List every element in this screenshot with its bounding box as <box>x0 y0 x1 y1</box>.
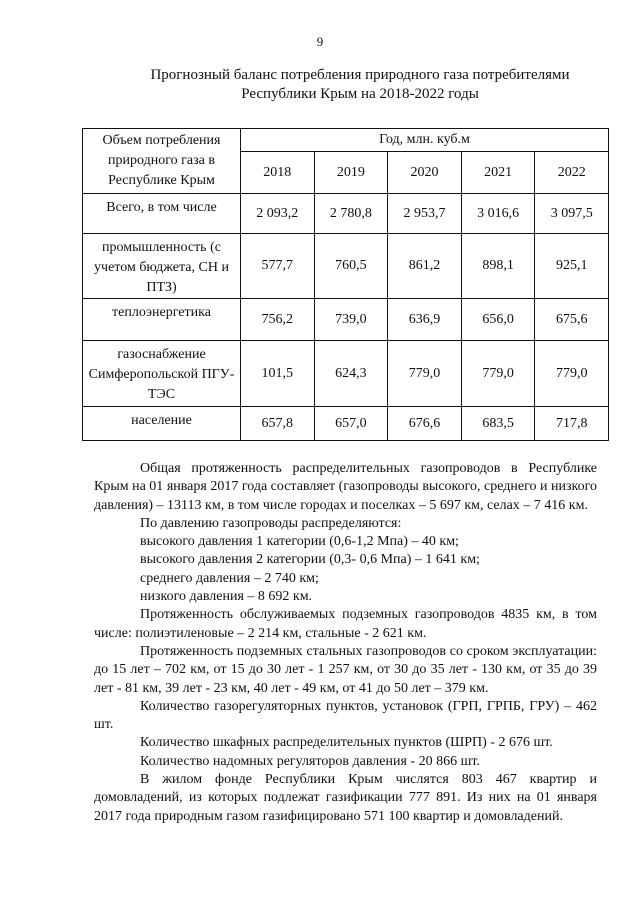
value-cell: 717,8 <box>535 407 609 441</box>
value-cell: 683,5 <box>461 407 535 441</box>
list-item: низкого давления – 8 692 км. <box>140 589 313 605</box>
paragraph-regulator-points: Количество газорегуляторных пунктов, установок (ГРП, ГРПБ, ГРУ) – 462 шт. <box>94 698 597 733</box>
value-cell: 636,9 <box>388 299 462 341</box>
value-cell: 657,0 <box>314 407 388 441</box>
value-cell: 101,5 <box>241 341 315 407</box>
value-cell: 779,0 <box>461 341 535 407</box>
value-cell: 779,0 <box>388 341 462 407</box>
table-row <box>83 234 609 299</box>
row-label: Всего, в том числе <box>83 194 241 234</box>
title-line-1: Прогнозный баланс потребления природного газа потребителями <box>150 67 570 83</box>
year-cell: 2021 <box>461 152 535 194</box>
value-cell: 925,1 <box>535 234 609 299</box>
table-row <box>83 407 609 441</box>
row-label: промышленность (с учетом бюджета, СН и ПТЗ) <box>83 234 241 299</box>
row-label: теплоэнергетика <box>83 299 241 341</box>
value-cell: 2 953,7 <box>388 194 462 234</box>
value-cell: 2 093,2 <box>241 194 315 234</box>
paragraph-home-regulators: Количество надомных регуляторов давления - 20 866 шт. <box>140 753 480 769</box>
value-cell: 577,7 <box>241 234 315 299</box>
row-label: население <box>83 407 241 441</box>
page-number: 9 <box>316 34 324 49</box>
header-group-cell: Год, млн. куб.м <box>241 129 609 152</box>
header-label-cell: Объем потребления природного газа в Республике Крым <box>83 129 241 194</box>
paragraph-cabinet-points: Количество шкафных распределительных пунктов (ШРП) - 2 676 шт. <box>140 735 553 751</box>
value-cell: 656,0 <box>461 299 535 341</box>
year-cell: 2020 <box>388 152 462 194</box>
gas-balance-table <box>82 128 609 441</box>
value-cell: 675,6 <box>535 299 609 341</box>
title-line-2: Республики Крым на 2018-2022 годы <box>241 86 479 102</box>
value-cell: 739,0 <box>314 299 388 341</box>
value-cell: 624,3 <box>314 341 388 407</box>
body-text <box>94 460 597 826</box>
list-item: высокого давления 2 категории (0,3- 0,6 Мпа) – 1 641 км; <box>140 552 480 568</box>
paragraph-housing: В жилом фонде Республики Крым числятся 803 467 квартир и домовладений, из которых подлежат газификации 777 891. Из них на 01 января 2017 года природным газом газифицировано 571 100 квартир и домовладений. <box>94 772 597 824</box>
year-cell: 2022 <box>535 152 609 194</box>
value-cell: 779,0 <box>535 341 609 407</box>
value-cell: 756,2 <box>241 299 315 341</box>
year-cell: 2018 <box>241 152 315 194</box>
paragraph-service-life: Протяженность подземных стальных газопроводов со сроком эксплуатации: до 15 лет – 702 км, от 15 до 30 лет - 1 257 км, от 30 до 35 лет - 130 км, от 35 до 39 лет - 81 км, 39 лет - 23 км, 40 лет - 49 км, от 41 до 50 лет – 379 км. <box>94 643 597 696</box>
row-label: газоснабжение Симферопольской ПГУ-ТЭС <box>83 341 241 407</box>
value-cell: 760,5 <box>314 234 388 299</box>
document-title <box>100 66 620 104</box>
value-cell: 3 016,6 <box>461 194 535 234</box>
value-cell: 898,1 <box>461 234 535 299</box>
value-cell: 3 097,5 <box>535 194 609 234</box>
paragraph-network-length: Общая протяженность распределительных газопроводов в Республике Крым на 01 января 2017 года составляет (газопроводы высокого, среднего и низкого давления) – 13113 км, в том числе городах и поселках – 5 697 км, селах – 7 416 км. <box>94 461 597 513</box>
year-cell: 2019 <box>314 152 388 194</box>
table-row <box>83 299 609 341</box>
table-row <box>83 341 609 407</box>
list-item: высокого давления 1 категории (0,6-1,2 Мпа) – 40 км; <box>140 534 459 550</box>
value-cell: 657,8 <box>241 407 315 441</box>
table-row <box>83 194 609 234</box>
value-cell: 861,2 <box>388 234 462 299</box>
value-cell: 676,6 <box>388 407 462 441</box>
table-header-row <box>83 129 609 152</box>
paragraph-pressure-intro: По давлению газопроводы распределяются: <box>140 515 402 531</box>
paragraph-underground: Протяженность обслуживаемых подземных газопроводов 4835 км, в том числе: полиэтиленовые – 2 214 км, стальные - 2 621 км. <box>94 607 597 641</box>
list-item: среднего давления – 2 740 км; <box>140 570 319 586</box>
value-cell: 2 780,8 <box>314 194 388 234</box>
